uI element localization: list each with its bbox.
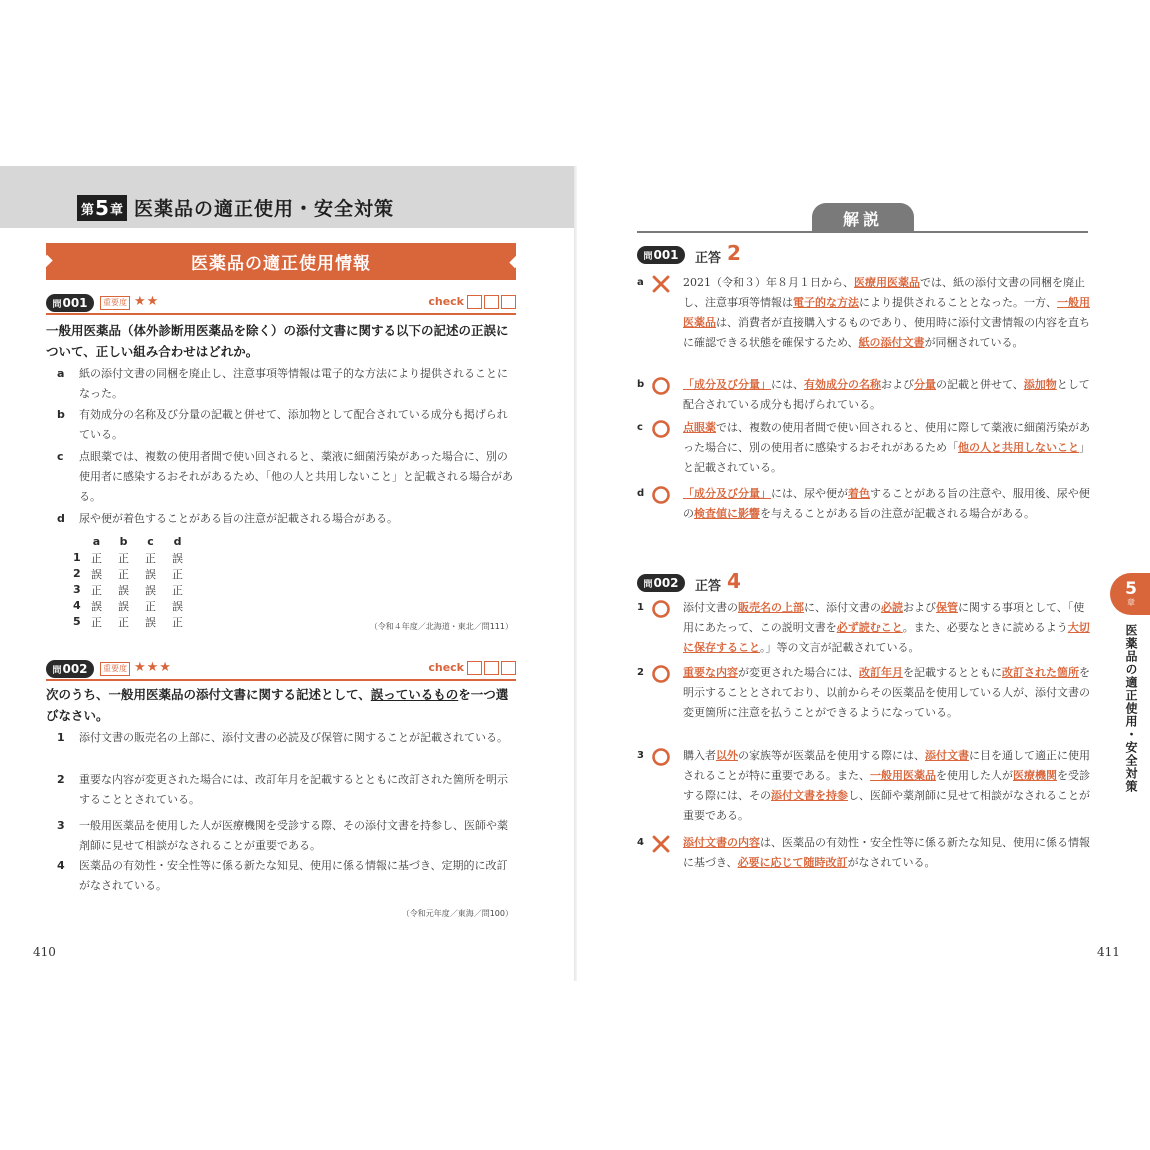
check-box[interactable] [501,295,516,309]
explanation-segment: により提供されることとなった。一方、 [859,296,1057,309]
correct-circle-icon [651,485,671,505]
choice-text: 医薬品の有効性・安全性等に係る新たな知見、使用に係る情報に基づき、定期的に改訂がなされている。 [79,859,508,892]
explanation-segment: には、尿や便が [771,487,848,500]
explanation-c [637,418,1092,478]
question-header-002 [46,660,516,680]
table-cell: 正 [145,551,156,565]
table-row [73,598,191,614]
explanation-segment: として配合されている成分も掲げられている。 [683,378,1090,411]
row-number: 1 [73,551,81,564]
chapter-title: 医薬品の適正使用・安全対策 [134,198,395,220]
question-rule [46,679,516,681]
explanation-tab [812,203,914,233]
highlighted-keyword: 添付文書 [925,749,969,762]
question-text-post: を一つ選びなさい。 [46,687,509,723]
check-label: check [428,295,464,308]
question-source: （令和４年度／北海道・東北／問111） [369,622,513,631]
explanation-segment: では、紙の添付文書の同梱を廃止し、注意事項等情報は [683,276,1085,309]
explanation-segment: 2021（令和３）年８月１日から、 [683,276,854,289]
explanation-text [683,663,1092,723]
explanation-rule [637,231,1088,233]
choice-text: 有効成分の名称及び分量の記載と併せて、添加物として配合されている成分も掲げられている。 [79,408,508,441]
choice-label: b [57,408,65,421]
highlighted-keyword: 添付文書の内容 [683,836,760,849]
check-box[interactable] [501,661,516,675]
highlighted-keyword: 「成分及び分量」 [683,487,771,500]
question-text: 一般用医薬品（体外診断用医薬品を除く）の添付文書に関する以下の記述の正誤について、正しい組み合わせはどれか。 [46,323,509,359]
explanation-segment: 購入者 [683,749,716,762]
highlighted-keyword: 着色 [848,487,870,500]
table-cell: 正 [91,615,102,629]
table-header-row [73,534,191,550]
question-number: 001 [653,248,679,262]
explanation-segment: では、複数の使用者間で使い回されると、使用に際して薬液に細菌汚染があった場合に、別の使用者に感染するおそれがあるため「 [683,421,1090,454]
answer-label: 正答 [695,579,722,594]
question-source: （令和元年度／東海／問100） [401,909,513,918]
choice-label: 4 [57,859,65,872]
highlighted-keyword: 必要に応じて随時改訂 [737,856,848,869]
choice-text: 添付文書の販売名の上部に、添付文書の必読及び保管に関することが記載されている。 [79,731,508,744]
chapter-side-title: 医薬品の適正使用・安全対策 [1124,624,1138,793]
choice-label: d [57,512,65,525]
highlighted-keyword: 以外 [716,749,738,762]
check-box[interactable] [467,661,482,675]
answer-value: 4 [727,569,741,593]
question-number: 001 [62,296,88,310]
explanation-segment: には、 [771,378,804,391]
explanation-segment: に関する事項として、「使用にあたって、この説明文書を [683,601,1085,634]
table-cell: 正 [118,567,129,581]
highlighted-keyword: 医療用医薬品 [854,276,920,289]
explanation-segment: を受診する際には、その [683,769,1090,802]
explanation-segment: の記載と併せて、 [936,378,1024,391]
explanation-label: 2 [637,667,644,678]
explanation-segment: を与えることがある旨の注意が記載される場合がある。 [760,507,1035,520]
table-cell: 正 [91,551,102,565]
table-cell: 正 [172,615,183,629]
explanation-segment: が変更された場合には、 [738,666,859,679]
importance-label: 重要度 [100,296,130,310]
choice-3 [57,816,517,856]
correct-circle-icon [651,419,671,439]
explanation-segment: は、消費者が直接購入するものであり、使用時に添付文書情報の内容を直ちに確認できる状態を確保するため、 [683,316,1090,349]
explanation-text [683,273,1092,353]
explanation-text [683,746,1092,826]
question-text-underlined: 誤っているもの [370,687,459,702]
highlighted-keyword: 紙の添付文書 [858,336,925,349]
highlighted-keyword: 医療機関 [1013,769,1057,782]
choice-a [57,364,517,404]
page-number-right: 411 [1097,945,1120,959]
explanation-text [683,375,1092,415]
table-cell: 正 [172,567,183,581]
answer-header-001 [637,241,937,266]
question-number: 002 [62,662,88,676]
answer-combination-table [73,534,191,630]
highlighted-keyword: 必ず読むこと [836,621,903,634]
book-spread [0,166,1150,981]
highlighted-keyword: 一般用医薬品 [683,296,1090,329]
highlighted-keyword: 点眼薬 [683,421,716,434]
explanation-segment: 。」等の文言が記載されている。 [760,641,920,654]
choice-label: c [57,450,64,463]
explanation-label: b [637,379,645,390]
row-number: 2 [73,567,81,580]
highlighted-keyword: 大切に保存すること [683,621,1090,654]
explanation-4 [637,833,1092,873]
highlighted-keyword: 重要な内容 [683,666,738,679]
highlighted-keyword: 検査値に影響 [694,507,760,520]
highlighted-keyword: 電子的な方法 [793,296,859,309]
choice-text: 尿や便が着色することがある旨の注意が記載される場合がある。 [79,512,398,525]
section-title: 医薬品の適正使用情報 [191,254,371,274]
explanation-segment: し、医師や薬剤師に見せて相談がなされることが重要である。 [683,789,1090,822]
table-header-cell: b [119,535,128,549]
choice-text: 重要な内容が変更された場合には、改訂年月を記載するとともに改訂された箇所を明示することとされている。 [79,773,508,806]
table-cell: 正 [118,551,129,565]
table-cell: 誤 [145,583,156,597]
table-row [73,614,191,630]
highlighted-keyword: 有効成分の名称 [804,378,881,391]
table-cell: 正 [118,615,129,629]
correct-circle-icon [651,664,671,684]
explanation-segment: を使用した人が [936,769,1013,782]
chapter-side-tab [1110,573,1150,615]
highlighted-keyword: 改訂された箇所 [1002,666,1079,679]
page-number-left: 410 [33,945,56,959]
explanation-segment: および [903,601,936,614]
answer-header-002 [637,569,937,594]
table-cell: 誤 [91,567,102,581]
table-row [73,582,191,598]
table-cell: 誤 [172,551,183,565]
row-number: 5 [73,615,81,628]
check-box[interactable] [484,295,499,309]
explanation-segment: することがある旨の注意や、服用後、尿や便の [683,487,1090,520]
table-header-cell: a [92,535,101,549]
explanation-segment: を明示することとされており、以前からその医薬品を使用している人が、添付文書の変更箇所に注意を払うことができるようになっている。 [683,666,1090,719]
question-number-badge: 問 002 [637,574,685,592]
choice-b [57,405,517,445]
side-tab-number: 5 [1125,579,1137,599]
explanation-d [637,484,1092,524]
explanation-text [683,833,1092,873]
chapter-tag-prefix: 第 [81,202,95,218]
table-row [73,550,191,566]
highlighted-keyword: 販売名の上部 [738,601,804,614]
choice-label: 1 [57,731,65,744]
left-page [0,166,575,981]
table-cell: 誤 [145,567,156,581]
explanation-segment: に目を通して適正に使用されることが特に重要である。また、 [683,749,1090,782]
choice-text: 一般用医薬品を使用した人が医療機関を受診する際、その添付文書を持参し、医師や薬剤師に見せて相談がなされることが重要である。 [79,819,508,852]
question-text [46,684,516,726]
importance-stars: ★★ [134,294,160,309]
check-box[interactable] [467,295,482,309]
question-number-badge: 問 001 [637,246,685,264]
explanation-segment: は、医薬品の有効性・安全性等に係る新たな知見、使用に係る情報に基づき、 [683,836,1090,869]
choice-text: 点眼薬では、複数の使用者間で使い回されると、薬液に細菌汚染があった場合に、別の使用者に感染するおそれがあるため、「他の人と共用しないこと」と記載される場合がある。 [79,450,514,503]
row-number: 3 [73,583,81,596]
row-number: 4 [73,599,81,612]
highlighted-keyword: 添付文書を持参 [771,789,848,802]
chapter-tag-number: 5 [95,196,109,220]
check-box[interactable] [484,661,499,675]
table-cell: 誤 [145,615,156,629]
check-boxes [467,661,516,675]
highlighted-keyword: 保管 [936,601,958,614]
explanation-segment: を記載するとともに [903,666,1002,679]
explanation-3 [637,746,1092,826]
importance-stars: ★★★ [134,660,172,675]
explanation-segment: が同梱されている。 [924,336,1024,349]
chapter-tag [77,195,127,221]
explanation-segment: がなされている。 [847,856,936,869]
table-cell: 正 [91,583,102,597]
question-rule [46,313,516,315]
explanation-label: c [637,422,643,433]
explanation-b [637,375,1092,415]
importance-label: 重要度 [100,662,130,676]
table-cell: 誤 [91,599,102,613]
right-page [577,166,1150,981]
question-number: 002 [653,576,679,590]
choice-label: a [57,367,65,380]
highlighted-keyword: 分量 [914,378,936,391]
choice-2 [57,770,517,810]
explanation-2 [637,663,1092,723]
incorrect-cross-icon [651,834,671,854]
explanation-segment: 。また、必要なときに読めるよう [902,621,1068,634]
table-cell: 正 [172,583,183,597]
explanation-segment: および [881,378,914,391]
question-number-badge: 問 001 [46,294,94,312]
chapter-tag-suffix: 章 [109,202,123,218]
answer-value: 2 [727,241,741,265]
incorrect-cross-icon [651,274,671,294]
side-tab-char: 章 [1127,598,1135,607]
explanation-1 [637,598,1092,658]
table-cell: 誤 [172,599,183,613]
choice-label: 3 [57,819,65,832]
section-banner [46,243,516,280]
highlighted-keyword: 他の人と共用しないこと [958,441,1079,454]
explanation-text [683,418,1092,478]
check-boxes [467,295,516,309]
highlighted-keyword: 改訂年月 [859,666,903,679]
highlighted-keyword: 添加物 [1023,378,1057,391]
table-cell: 正 [145,599,156,613]
correct-circle-icon [651,599,671,619]
explanation-a [637,273,1092,353]
explanation-text [683,484,1092,524]
explanation-text [683,598,1092,658]
question-text-pre: 次のうち、一般用医薬品の添付文書に関する記述として、 [46,687,371,702]
question-number-badge: 問 002 [46,660,94,678]
choice-4 [57,856,517,896]
explanation-segment: 添付文書の [683,601,738,614]
answer-label: 正答 [695,251,722,266]
explanation-label: 3 [637,750,644,761]
explanation-label: a [637,277,644,288]
table-cell: 誤 [118,599,129,613]
explanation-segment: 」と記載されている。 [683,441,1090,474]
explanation-label: d [637,488,645,499]
highlighted-keyword: 必読 [881,601,903,614]
highlighted-keyword: 「成分及び分量」 [683,378,771,391]
explanation-segment: の家族等が医薬品を使用する際には、 [738,749,925,762]
highlighted-keyword: 一般用医薬品 [870,769,936,782]
explanation-label: 1 [637,602,644,613]
table-row [73,566,191,582]
table-header-cell: d [173,535,182,549]
choice-text: 紙の添付文書の同梱を廃止し、注意事項等情報は電子的な方法により提供されることになった。 [79,367,508,400]
table-header-cell: c [147,535,154,549]
explanation-segment: に、添付文書の [804,601,881,614]
choice-label: 2 [57,773,65,786]
explanation-tab-label: 解説 [842,209,883,229]
choice-1 [57,728,517,748]
choice-d [57,509,517,529]
check-label: check [428,661,464,674]
explanation-label: 4 [637,837,644,848]
correct-circle-icon [651,376,671,396]
table-cell: 誤 [118,583,129,597]
question-header-001 [46,294,516,314]
correct-circle-icon [651,747,671,767]
choice-c [57,447,517,507]
